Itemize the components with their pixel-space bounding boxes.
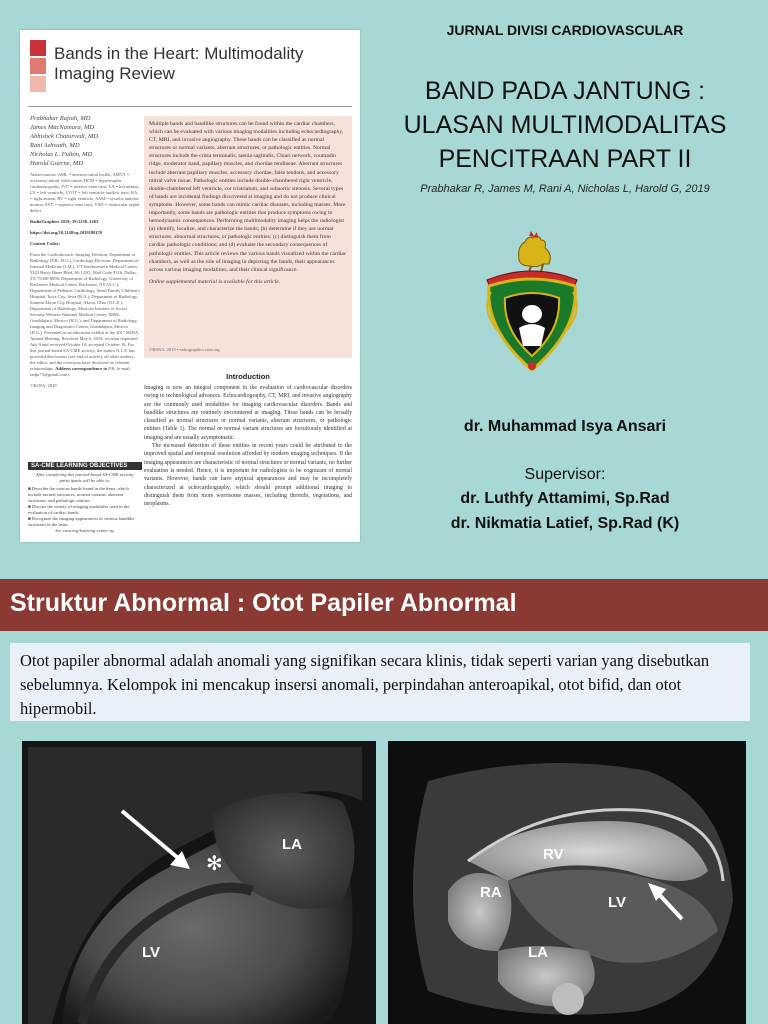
correspondence: P.R. (e-mail: radpr73@gmail.com). (30, 366, 131, 377)
label-la: LA (528, 944, 548, 961)
abstract-box (144, 116, 352, 358)
cme-link[interactable]: See rsna.org/learning-center-rg. (55, 528, 115, 533)
journal-authors: Prabhakar Rajiah, MD James MacNamara, MD Abhishek Chaturvedi, MD Rani Ashwath, MD Nicholas L. Fulton, MD Harold Goerne, MD (30, 115, 99, 167)
cme-heading: SA-CME LEARNING OBJECTIVES (28, 462, 142, 470)
correspondence-label: Address correspondence to (55, 366, 108, 371)
label-ra: RA (480, 884, 502, 901)
cme-item: ■ Describe the various bands found in the heart, which include normal structures, normal variants, aberrant structures, and pathologic entities. (28, 486, 129, 503)
presentation-authors: Prabhakar R, James M, Rani A, Nicholas L, Harold G, 2019 (420, 183, 710, 195)
section-title: Struktur Abnormal : Otot Papiler Abnormal (10, 589, 517, 617)
label-lv: LV (142, 944, 161, 961)
doi-link[interactable]: https://doi.org/10.1148/rg.2019180176 (30, 230, 103, 235)
abstract-note: Online supplemental material is available for this article. (149, 278, 281, 285)
intro-heading: Introduction (226, 372, 270, 381)
supervisor-name: dr. Luthfy Attamimi, Sp.Rad (460, 490, 670, 507)
content-codes: Content Codes: (30, 241, 60, 246)
mri-image-left (22, 741, 376, 1024)
presenter-name: dr. Muhammad Isya Ansari (463, 418, 667, 435)
label-lv: LV (608, 894, 627, 911)
journal-article-title: Bands in the Heart: Multimodality Imaging Review (54, 44, 304, 83)
journal-page-thumbnail (20, 30, 360, 542)
cme-item: ■ Recognize the imaging appearances of various bandlike structures in the heart. (28, 516, 135, 527)
abstract-text: Multiple bands and bandlike structures can be found within the cardiac chambers, which can be evaluated with various imaging modalities including echocardiography, CT, MRI, and invasive angiography. These bands can be classified as normal structures or normal variants, aberrant structures, or pathologic entities. Normal structures include the crista terminalis, taenia sagittalis, Chiari network, coumadin ridge, moderator band, papillary muscles, and chordae tendineae. Aberrant structures include aberrant papillary muscles, accessory chordae, false tendons, and accessory mitral valve tissue. Pathologic entities include double-chambered right ventricle, double-chambered left ventricle, cor triatriatum, and subaortic stenosis. Several types of bands are incidental findings discovered at imaging and do not produce clinical symptoms. However, some bands can mimic cardiac diseases, including masses. More importantly, some bands are pathologic entities that produce symptoms owing to hemodynamic consequences. Performing multimodality imaging helps the radiologist (a) identify, localize, and characterize the bands; (b) determine if they are normal structures, abnormal structures, or pathologic entities; (c) distinguish them from cardiac pathologic conditions; and (d) evaluate the secondary consequences of pathologic entities. This article reviews the various bands visualized within the cardiac chambers, as well as the role of imaging in depicting the bands, their appearances across various imaging modalities, and their clinical significance. (149, 121, 347, 273)
universitas-hasanuddin-logo (467, 230, 597, 380)
title-square-3 (30, 76, 46, 92)
title-square-2 (30, 58, 46, 74)
journal-name: JURNAL DIVISI CARDIOVASCULAR (446, 22, 684, 38)
supervisor-label: Supervisor: (524, 466, 606, 483)
cme-objectives (28, 462, 142, 534)
title-square-1 (30, 40, 46, 56)
presentation-title: BAND PADA JANTUNG : ULASAN MULTIMODALITAS PENCITRAAN PART II (403, 77, 727, 173)
cme-item: ■ Discuss the variety of imaging modalities used in the evaluation of cardiac bands. (28, 504, 130, 515)
section-description: Otot papiler abnormal adalah anomali yang signifikan secara klinis, tidak seperti varian yang disebutkan sebelumnya. Kelompok ini mencakup insersi anomali, perpindahan anteroapikal, otot bifid, dan otot hipermobil. (10, 643, 750, 721)
abstract-copyright: ©RSNA, 2019 • radiographics.rsna.org (149, 346, 220, 352)
label-la: LA (282, 836, 302, 853)
abbreviations: Abbreviations: AML = anterior mitral leaflet, AMVT = accessory mitral valve tissue, HCM = hypertrophic cardiomyopathy, IVC = inferior vena cava, LA = left atrium, LV = left ventricle, LVOT = left ventricle outflow tract, RA = right atrium, RV = right ventricle, SAM = systolic anterior motion, SVC = superior vena cava, VSD = ventricular septal defect (30, 172, 140, 213)
cme-intro: After completing this journal-based SA-CME activity, participants will be able to: (35, 472, 135, 483)
section-banner (0, 579, 768, 631)
supervisor-name: dr. Nikmatia Latief, Sp.Rad (K) (450, 515, 680, 532)
mri-image-right (388, 741, 746, 1024)
affiliation: From the Cardiothoracic Imaging Division, Department of Radiology (P.R., H.G.), Cardiology Division, Department of Internal Medicine (J.M.), UT Southwestern Medical Center, 5323 Harry Hines Blvd, E6 122G, Mail Code 9316, Dallas, TX 75390-8896; Department of Radiology, University of Rochester Medical Center, Rochester, NY (A.C.); Department of Pediatric Cardiology, Stead Family Children's Hospital, Iowa City, Iowa (R.A.); Department of Radiology, Summa Akron City Hospital, Akron, Ohio (N.L.F.); Department of Radiology, Mexican Institute of Social Security Western National Medical Center, IMSS, Guadalajara, Mexico (H.G.); and Department of Radiology, Imaging and Diagnostics Center, Guadalajara, Mexico (H.G.). Presented as an education exhibit at the 2017 RSNA Annual Meeting. Received May 6, 2018; revision requested July 9 and received October 10; accepted October 16. For this journal-based SA-CME activity, the author N.L.F. has provided disclosures (see end of article); all other authors, the editor, and the reviewers have disclosed no relevant relationships. (30, 252, 140, 371)
asterisk-icon: ✻ (206, 853, 223, 875)
journal-left-column (30, 172, 140, 394)
rsna-copyright: ©RSNA, 2019 (30, 383, 57, 388)
intro-text: Imaging is now an integral component in the evaluation of cardiovascular disorders owing to technological advances. Echocardiography, CT, MRI, and invasive angiography are the commonly used modalities for imaging cardiovascular disorders. Bands and bandlike structures are routinely encountered at imaging. These bands can be broadly classified as normal structures or normal variants, aberrant structures, or pathologic entities (Table 1). The normal or normal variant structures are fortuitously identified at imaging and are usually asymptomatic. The increased detection of these entities in recent years could be attributed to the improved spatial and temporal resolution afforded by modern imaging techniques. If the imaging appearances are characteristic of normal structures or normal variants, no further evaluation is needed. Hence, it is important for radiologists to be cognizant of normal variants. However, bands can have atypical appearances and may be incompletely characterized at echocardiography, which should prompt additional imaging to distinguish them from more worrisome masses, including thrombi, vegetations, and neoplasms. (144, 385, 352, 508)
citation: RadioGraphics 2019; 39:1238–1263 (30, 219, 99, 224)
label-rv: RV (543, 846, 564, 863)
divider (28, 106, 352, 107)
